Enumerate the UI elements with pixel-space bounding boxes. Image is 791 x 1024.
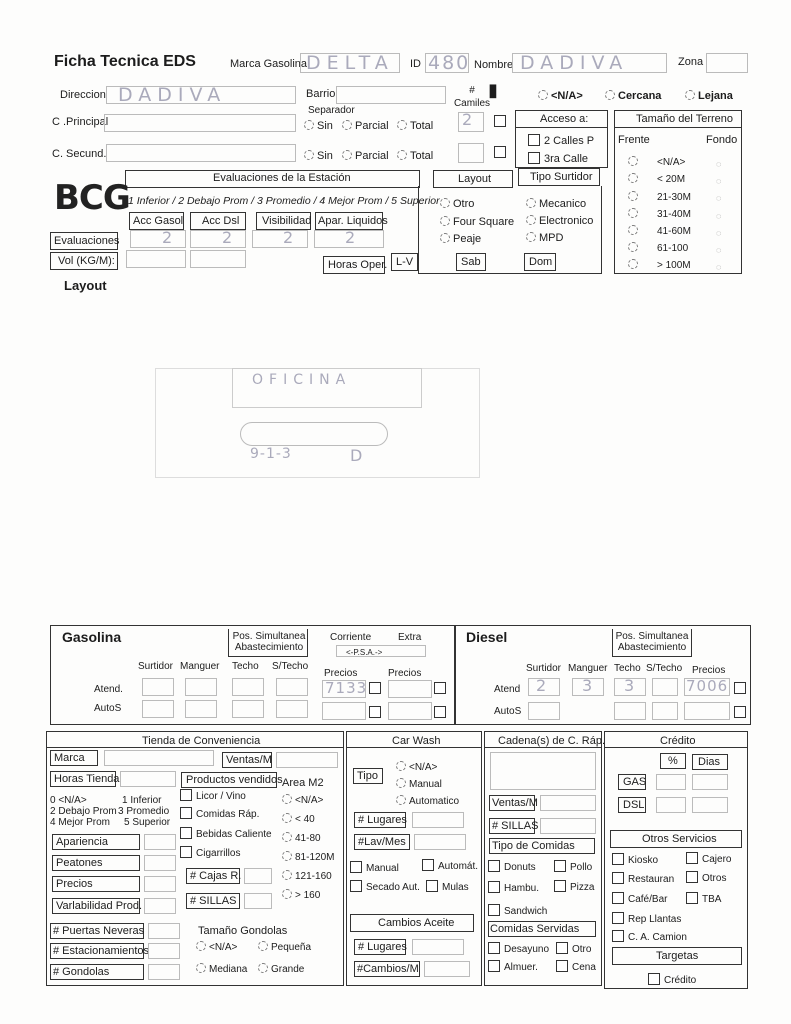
dsl-pos-label: Pos. Simultanea Abastecimiento	[615, 631, 689, 653]
cad-sillas-label: # SILLAS	[492, 820, 539, 832]
tienda-scale-e: 4 Mejor Prom	[50, 817, 111, 828]
horas-label: Horas Oper.	[328, 259, 388, 271]
cw-tipo-label: Tipo	[357, 770, 378, 782]
eval-hw-3: 2	[283, 228, 300, 247]
terreno-size-2[interactable]: 21-30M	[628, 191, 691, 204]
gas-atend-label: Atend.	[94, 684, 123, 695]
dsl-atend-surtidor-hw: 2	[536, 676, 553, 695]
eval-field-3[interactable]	[252, 230, 308, 248]
gas-precios-extra-label: Precios	[388, 668, 422, 679]
c-principal-label: C .Principal	[52, 116, 109, 128]
cad-tipo-label: Tipo de Comidas	[492, 840, 575, 852]
tamano-pequena-option[interactable]: Pequeña	[258, 941, 311, 954]
terreno-size-6[interactable]: > 100M	[628, 259, 691, 272]
vol-field-2[interactable]	[190, 250, 246, 268]
horas-sab-label: Sab	[461, 256, 481, 268]
surtidor-mpd-option[interactable]: MPD	[526, 232, 563, 245]
peatones-field[interactable]	[144, 855, 176, 871]
gasolina-title: Gasolina	[62, 629, 122, 645]
eval-hw-1: 2	[162, 228, 179, 247]
tienda-ventas-label: Ventas/M	[226, 754, 272, 766]
nombre-label: Nombre	[474, 59, 514, 71]
dsl-credit-label: DSL	[623, 799, 645, 811]
cw-manual-option[interactable]: Manual	[396, 778, 442, 791]
gas-precio-extra-field[interactable]	[388, 680, 432, 698]
apariencia-field[interactable]	[144, 834, 176, 850]
layout-section-title: Layout	[64, 278, 107, 293]
gas-credit-label: GAS	[623, 776, 647, 788]
area-label: Area M2	[282, 777, 324, 789]
tienda-ventas-field[interactable]	[276, 752, 338, 768]
fondo-label: Fondo	[706, 134, 738, 146]
camion-option[interactable]: C. A. Camion	[612, 930, 687, 944]
zona-field[interactable]	[706, 53, 748, 73]
licor-option[interactable]: Licor / Vino	[180, 789, 246, 803]
acc-gasol-label: Acc Gasol	[133, 215, 184, 227]
hambu-option[interactable]: Hambu.	[488, 881, 539, 895]
cambios-title: Cambios Aceite	[378, 917, 455, 929]
sep-parcial-option[interactable]: Parcial	[342, 120, 389, 133]
tba-option[interactable]: TBA	[686, 892, 721, 906]
gas-atend-manguer[interactable]	[185, 678, 217, 696]
pct-label: %	[668, 755, 678, 767]
island-label-1: 9-1-3	[250, 446, 292, 462]
credito2-option[interactable]: Crédito	[648, 973, 696, 987]
cad-sillas-field[interactable]	[540, 818, 596, 834]
horas-lv-label: L-V	[396, 256, 414, 268]
eval-hw-2: 2	[222, 228, 239, 247]
sec-sin-option[interactable]: Sin	[304, 150, 333, 163]
gas-precios-corriente-label: Precios	[324, 668, 358, 679]
dsl-autos-surtidor[interactable]	[528, 702, 560, 720]
sep-total-option[interactable]: Total	[397, 120, 433, 133]
comidas-option[interactable]: Comidas Ráp.	[180, 807, 259, 821]
gas-techo-label: Techo	[232, 661, 259, 672]
otros-option[interactable]: Otros	[686, 871, 726, 885]
area-opt-5[interactable]: > 160	[282, 889, 320, 902]
gas-stecho-label: S/Techo	[272, 661, 309, 672]
evaluations-scale: 1 Inferior / 2 Debajo Prom / 3 Promedio / 4 Mejor Prom / 5 Superior	[128, 195, 440, 207]
dsl-precio-hw: 7006	[686, 677, 729, 695]
pollo-option[interactable]: Pollo	[554, 860, 592, 874]
sillas-label: # SILLAS	[190, 895, 237, 907]
lejana-option[interactable]: Lejana	[685, 90, 733, 103]
cambios-lugares-field[interactable]	[412, 939, 464, 955]
island-shape	[240, 422, 388, 446]
camiles-check-2[interactable]	[494, 146, 510, 160]
tienda-scale-a: 0 <N/A>	[50, 795, 87, 806]
terreno-size-4[interactable]: 41-60M	[628, 225, 691, 238]
horas-dom-label: Dom	[529, 256, 553, 268]
productos-label: Productos vendidos	[186, 774, 283, 786]
gondolas-label: # Gondolas	[53, 966, 110, 978]
id-label: ID	[410, 58, 421, 70]
surtidor-electronico-option[interactable]: Electronico	[526, 215, 593, 228]
gas-psa-field[interactable]	[336, 645, 426, 657]
dsl-precio-check[interactable]	[734, 682, 750, 696]
gas-autos-precio-1[interactable]	[322, 702, 366, 720]
acc-dsl-label: Acc Dsl	[202, 215, 240, 227]
cw-secado-option[interactable]: Secado Aut.	[350, 880, 420, 894]
dsl-atend-label: Atend	[494, 684, 521, 695]
terreno-size-3[interactable]: 31-40M	[628, 208, 691, 221]
nombre-handwritten: DADIVA	[520, 52, 629, 74]
fondo-radios[interactable]: ◌ ◌ ◌ ◌ ◌ ◌ ◌	[716, 159, 722, 273]
dsl-atend-stecho[interactable]	[652, 678, 678, 696]
otro-option[interactable]: Otro	[556, 942, 591, 956]
na-proximity-option[interactable]: <N/A>	[538, 90, 583, 103]
gas-autos-check-2[interactable]	[434, 706, 450, 720]
barrio-label: Barrio	[306, 88, 336, 100]
otros-title: Otros Servicios	[642, 833, 717, 845]
tamano-mediana-option[interactable]: Mediana	[196, 963, 247, 976]
area-opt-4[interactable]: 121-160	[282, 870, 332, 883]
tienda-title: Tienda de Conveniencia	[142, 735, 261, 747]
carwash-title: Car Wash	[392, 735, 441, 747]
cafe-option[interactable]: Café/Bar	[612, 892, 667, 906]
cambios-m-field[interactable]	[424, 961, 470, 977]
gas-autos-techo[interactable]	[232, 700, 264, 718]
dsl-dias-field[interactable]	[692, 797, 728, 813]
rep-option[interactable]: Rep Llantas	[612, 912, 681, 926]
cw-manual2-option[interactable]: Manual	[350, 861, 399, 875]
bebidas-option[interactable]: Bebidas Caliente	[180, 827, 272, 841]
dsl-pct-field[interactable]	[656, 797, 686, 813]
cadena-title: Cadena(s) de C. Ráp.	[498, 735, 605, 747]
cw-mulas-option[interactable]: Mulas	[426, 880, 469, 894]
almuer-option[interactable]: Almuer.	[488, 960, 538, 974]
terreno-size-1[interactable]: < 20M	[628, 173, 685, 186]
gas-dias-field[interactable]	[692, 774, 728, 790]
gas-manguer-label: Manguer	[180, 661, 220, 672]
estacionamientos-label: # Estacionamientos	[53, 945, 149, 957]
sec-parcial-option[interactable]: Parcial	[342, 150, 389, 163]
terreno-size-5[interactable]: 61-100	[628, 242, 688, 255]
c-principal-field[interactable]	[104, 114, 296, 132]
gas-autos-precio-2[interactable]	[388, 702, 432, 720]
gas-atend-surtidor[interactable]	[142, 678, 174, 696]
precios-field[interactable]	[144, 876, 176, 892]
gas-precio-corriente-hw: 7133	[325, 679, 368, 697]
cw-lavmes-field[interactable]	[414, 834, 466, 850]
barrio-field[interactable]	[336, 86, 446, 104]
puertas-label: # Puertas Neveras	[53, 925, 145, 937]
diesel-title: Diesel	[466, 629, 508, 645]
tienda-scale-f: 5 Superior	[124, 817, 171, 828]
area-opt-2[interactable]: 41-80	[282, 832, 321, 845]
desayuno-option[interactable]: Desayuno	[488, 942, 549, 956]
cambios-m-label: #Cambios/M	[357, 963, 419, 975]
area-opt-1[interactable]: < 40	[282, 813, 315, 826]
precios-label: Precios	[56, 878, 93, 890]
acceso-opt1[interactable]: 2 Calles P	[528, 134, 594, 148]
gas-autos-surtidor[interactable]	[142, 700, 174, 718]
tienda-marca-field[interactable]	[104, 750, 214, 766]
gas-corriente-label: Corriente	[330, 632, 372, 643]
tienda-scale-b: 1 Inferior	[122, 795, 162, 806]
variabilidad-field[interactable]	[144, 898, 176, 914]
eval-hw-4: 2	[345, 228, 362, 247]
dsl-techo-label: Techo	[614, 663, 641, 674]
c-secund-label: C. Secund.	[52, 148, 107, 160]
cw-automatico-option[interactable]: Automatico	[396, 795, 459, 808]
terreno-title: Tamaño del Terreno	[636, 113, 734, 125]
surtidor-title: Tipo Surtidor	[530, 171, 593, 183]
pizza-option[interactable]: Pizza	[554, 880, 594, 894]
restauran-option[interactable]: Restauran	[612, 872, 674, 886]
layout-box-title: Layout	[458, 173, 492, 185]
apar-liquidos-label: Apar. Liquidos	[318, 215, 388, 227]
tienda-scale-d: 3 Promedio	[118, 806, 170, 817]
tienda-marca-label: Marca	[54, 752, 85, 764]
gas-precio-corriente-check[interactable]	[369, 682, 385, 696]
layout-otro-option[interactable]: Otro	[440, 198, 474, 211]
puertas-field[interactable]	[148, 923, 180, 939]
gas-autos-manguer[interactable]	[185, 700, 217, 718]
cad-ventas-label: Ventas/M	[492, 797, 538, 809]
tienda-horas-field[interactable]	[120, 771, 176, 787]
layout-four-option[interactable]: Four Square	[440, 216, 514, 229]
dsl-stecho-label: S/Techo	[646, 663, 683, 674]
sandwich-option[interactable]: Sandwich	[488, 904, 547, 918]
cw-automat-option[interactable]: Automát.	[422, 859, 478, 873]
gas-autos-label: AutoS	[94, 703, 122, 714]
cajero-option[interactable]: Cajero	[686, 852, 731, 866]
sep-sin-option[interactable]: Sin	[304, 120, 333, 133]
evaluations-title: Evaluaciones de la Estación	[213, 172, 351, 184]
cw-na-option[interactable]: <N/A>	[396, 761, 437, 774]
dsl-atend-manguer-hw: 3	[582, 676, 599, 695]
gas-pos-label: Pos. Simultanea Abastecimiento	[232, 631, 306, 653]
traffic-light-icon: ▮	[488, 80, 498, 100]
cena-option[interactable]: Cena	[556, 960, 596, 974]
gas-psa-label: <-P.S.A.->	[346, 648, 383, 657]
dias-label: Dias	[698, 756, 721, 768]
separador-label: Separador	[308, 105, 355, 116]
cajas-label: # Cajas R.	[190, 870, 242, 882]
estacionamientos-field[interactable]	[148, 943, 180, 959]
camiles-field-2[interactable]	[458, 143, 484, 163]
terreno-size-0[interactable]: <N/A>	[628, 156, 685, 169]
cambios-lugares-label: # Lugares	[358, 941, 407, 953]
tienda-scale-c: 2 Debajo Prom	[50, 806, 117, 817]
visibilidad-label: Visibilidad	[262, 215, 312, 227]
dsl-autos-check[interactable]	[734, 706, 750, 720]
c-secund-field[interactable]	[106, 144, 296, 162]
dsl-autos-stecho[interactable]	[652, 702, 678, 720]
variabilidad-label: Varlabilidad Prod.	[56, 900, 143, 912]
camiles-label: # Camiles	[453, 85, 491, 109]
tamano-na-option[interactable]: <N/A>	[196, 941, 237, 954]
cw-lavmes-label: #Lav/Mes	[358, 836, 406, 848]
direccion-label: Direccion	[60, 89, 106, 101]
gas-extra-label: Extra	[398, 632, 422, 643]
tienda-horas-label: Horas Tienda	[54, 773, 120, 785]
marca-label: Marca Gasolina	[230, 58, 308, 70]
zona-label: Zona	[678, 56, 704, 68]
cw-lugares-label: # Lugares	[358, 814, 407, 826]
sec-total-option[interactable]: Total	[397, 150, 433, 163]
id-handwritten: 480	[428, 52, 471, 74]
camiles-check-1[interactable]	[494, 115, 510, 129]
bcg-logo: BCG	[54, 178, 130, 218]
peatones-label: Peatones	[56, 857, 103, 869]
area-opt-0[interactable]: <N/A>	[282, 794, 323, 807]
vol-label: Vol (KG/M):	[58, 255, 115, 267]
acceso-title: Acceso a:	[540, 113, 589, 125]
servidas-label: Comidas Servidas	[490, 923, 580, 935]
kiosko-option[interactable]: Kiosko	[612, 853, 658, 867]
dsl-autos-label: AutoS	[494, 706, 522, 717]
layout-peaje-option[interactable]: Peaje	[440, 233, 481, 246]
dsl-surtidor-label: Surtidor	[526, 663, 562, 674]
oficina-label: OFICINA	[252, 372, 352, 388]
sillas-field[interactable]	[244, 893, 272, 909]
cw-lugares-field[interactable]	[412, 812, 464, 828]
gas-autos-stecho[interactable]	[276, 700, 308, 718]
donuts-option[interactable]: Donuts	[488, 860, 536, 874]
area-opt-3[interactable]: 81-120M	[282, 851, 334, 864]
marca-handwritten: DELTA	[306, 52, 394, 74]
gas-atend-stecho[interactable]	[276, 678, 308, 696]
dsl-manguer-label: Manguer	[568, 663, 608, 674]
tamano-label: Tamaño Gondolas	[198, 925, 288, 937]
gas-pct-field[interactable]	[656, 774, 686, 790]
dsl-atend-techo-hw: 3	[624, 676, 641, 695]
evaluaciones-label: Evaluaciones	[54, 235, 120, 247]
dsl-autos-techo[interactable]	[614, 702, 646, 720]
frente-label: Frente	[618, 134, 650, 146]
form-title: Ficha Tecnica EDS	[54, 53, 196, 70]
gas-autos-check-1[interactable]	[369, 706, 385, 720]
cadena-name-field[interactable]	[490, 752, 596, 790]
vol-field-1[interactable]	[126, 250, 186, 268]
cajas-field[interactable]	[244, 868, 272, 884]
direccion-handwritten: DADIVA	[118, 84, 227, 106]
surtidor-mecanico-option[interactable]: Mecanico	[526, 198, 586, 211]
cigarrillos-option[interactable]: Cigarrillos	[180, 846, 240, 860]
dsl-autos-precio[interactable]	[684, 702, 730, 720]
gas-surtidor-label: Surtidor	[138, 661, 174, 672]
credito-title: Crédito	[660, 735, 696, 747]
acceso-opt2[interactable]: 3ra Calle	[528, 152, 588, 166]
gondolas-field[interactable]	[148, 964, 180, 980]
dsl-precios-label: Precios	[692, 665, 726, 676]
island-label-2: D	[350, 446, 369, 465]
cad-ventas-field[interactable]	[540, 795, 596, 811]
targetas-label: Targetas	[656, 950, 699, 962]
gas-precio-extra-check[interactable]	[434, 682, 450, 696]
tamano-grande-option[interactable]: Grande	[258, 963, 304, 976]
cercana-option[interactable]: Cercana	[605, 90, 661, 103]
gas-atend-techo[interactable]	[232, 678, 264, 696]
apariencia-label: Apariencia	[56, 836, 108, 848]
camiles-handwritten: 2	[462, 110, 479, 129]
